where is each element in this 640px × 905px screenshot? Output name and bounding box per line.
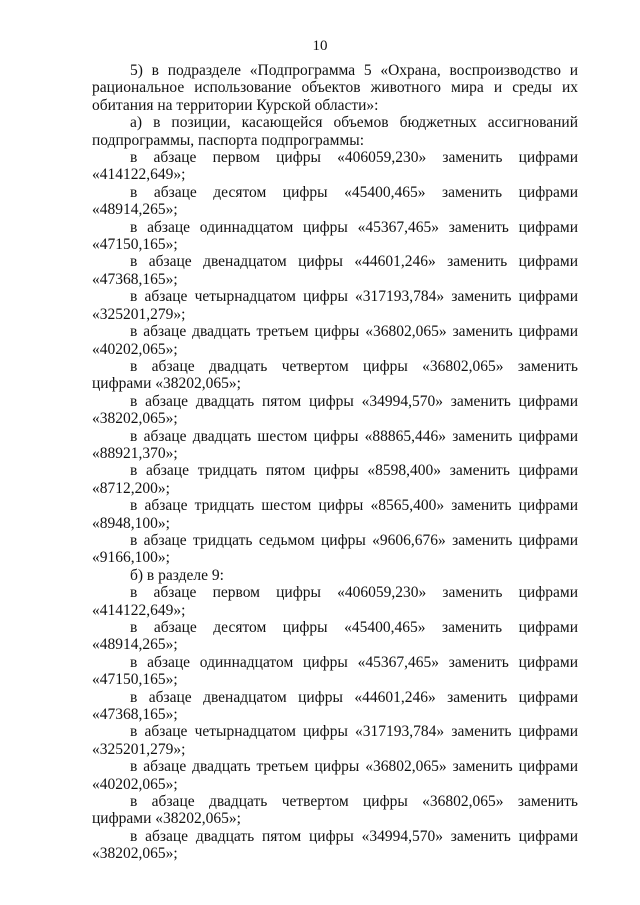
paragraph: в абзаце двадцать третьем цифры «36802,065» заменить цифрами «40202,065»; — [92, 758, 578, 793]
paragraph: в абзаце одиннадцатом цифры «45367,465» заменить цифрами «47150,165»; — [92, 653, 578, 689]
paragraph: в абзаце четырнадцатом цифры «317193,784» заменить цифрами «325201,279»; — [92, 288, 578, 323]
paragraph: в абзаце тридцать шестом цифры «8565,400» заменить цифрами «8948,100»; — [92, 497, 578, 532]
paragraph: в абзаце одиннадцатом цифры «45367,465» заменить цифрами «47150,165»; — [92, 218, 578, 254]
paragraph: в абзаце тридцать седьмом цифры «9606,676» заменить цифрами «9166,100»; — [92, 531, 578, 567]
paragraph: в абзаце двадцать шестом цифры «88865,446» заменить цифрами «88921,370»; — [92, 427, 578, 462]
paragraph: в абзаце тридцать пятом цифры «8598,400» заменить цифрами «8712,200»; — [92, 462, 578, 497]
paragraph: в абзаце первом цифры «406059,230» заменить цифрами «414122,649»; — [92, 584, 578, 619]
paragraph: 5) в подразделе «Подпрограмма 5 «Охрана, воспроизводство и рациональное использование объектов животного мира и среды их обитания на территории Курской области»: — [92, 62, 578, 114]
paragraph: в абзаце двадцать пятом цифры «34994,570» заменить цифрами «38202,065»; — [92, 827, 578, 863]
paragraph: б) в разделе 9: — [130, 566, 224, 584]
paragraph: в абзаце двадцать пятом цифры «34994,570» заменить цифрами «38202,065»; — [92, 392, 578, 428]
paragraph: в абзаце двадцать третьем цифры «36802,065» заменить цифрами «40202,065»; — [92, 323, 578, 358]
document-body — [92, 62, 578, 863]
paragraph: в абзаце четырнадцатом цифры «317193,784» заменить цифрами «325201,279»; — [92, 723, 578, 758]
paragraph: в абзаце первом цифры «406059,230» заменить цифрами «414122,649»; — [92, 149, 578, 184]
paragraph: в абзаце двенадцатом цифры «44601,246» заменить цифрами «47368,165»; — [92, 253, 578, 288]
paragraph: в абзаце двенадцатом цифры «44601,246» заменить цифрами «47368,165»; — [92, 688, 578, 724]
paragraph: в абзаце двадцать четвертом цифры «36802,065» заменить цифрами «38202,065»; — [92, 357, 578, 393]
paragraph: в абзаце десятом цифры «45400,465» заменить цифрами «48914,265»; — [92, 619, 578, 654]
paragraph: в абзаце десятом цифры «45400,465» заменить цифрами «48914,265»; — [92, 183, 578, 219]
paragraph: в абзаце двадцать четвертом цифры «36802,065» заменить цифрами «38202,065»; — [92, 793, 578, 828]
paragraph: а) в позиции, касающейся объемов бюджетных ассигнований подпрограммы, паспорта подпрограммы: — [92, 114, 578, 149]
page-number: 10 — [312, 38, 328, 54]
